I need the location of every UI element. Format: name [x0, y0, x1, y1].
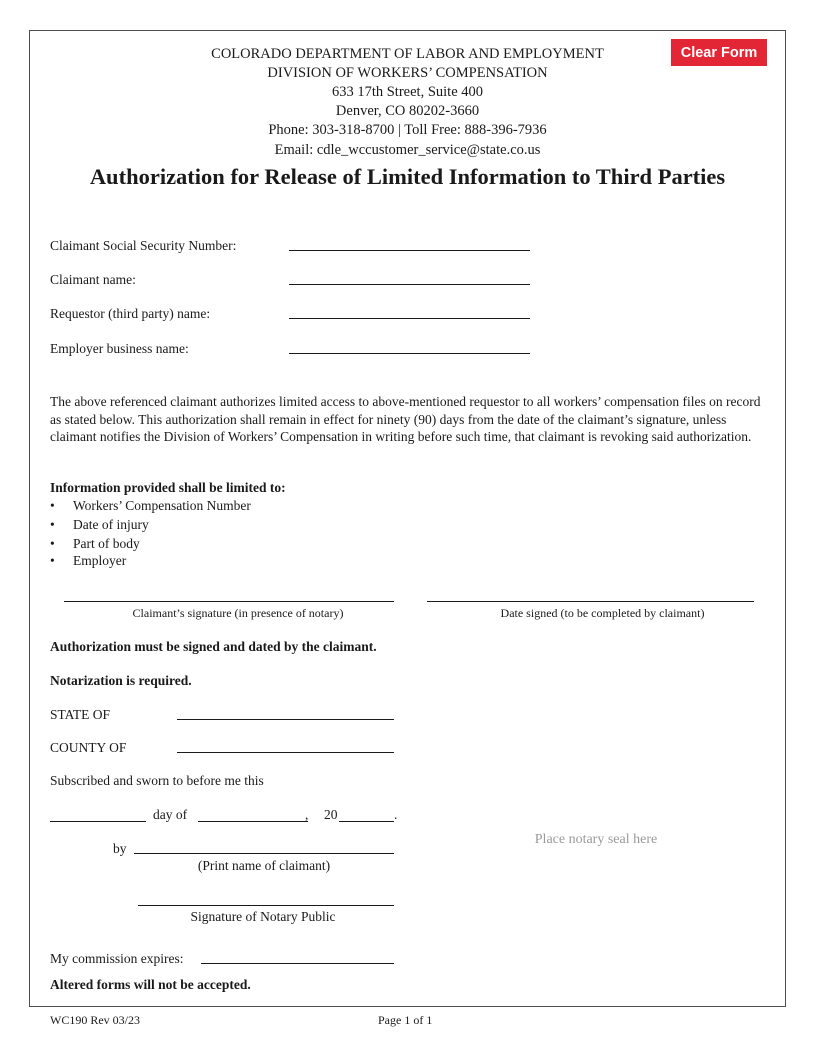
commission-expires-field[interactable] — [201, 946, 394, 964]
street-address: 633 17th Street, Suite 400 — [331, 84, 484, 100]
requestor-name-field[interactable] — [289, 301, 530, 319]
claimant-name-label: Claimant name: — [50, 272, 136, 287]
claimant-signature-field[interactable] — [64, 584, 394, 602]
form-title: Authorization for Release of Limited Information to Third Parties — [89, 164, 726, 189]
day-field[interactable] — [50, 804, 146, 822]
employer-name-label: Employer business name: — [50, 341, 189, 356]
by-label: by — [113, 841, 127, 856]
bullet-icon: • — [50, 498, 55, 513]
requestor-name-label: Requestor (third party) name: — [50, 306, 211, 321]
page-number: Page 1 of 1 — [378, 1013, 433, 1027]
print-name-field[interactable] — [134, 836, 394, 854]
agency-name: COLORADO DEPARTMENT OF LABOR AND EMPLOYMENT — [211, 46, 604, 62]
employer-name-field[interactable] — [289, 336, 530, 354]
state-label: STATE OF — [50, 707, 111, 722]
form-id: WC190 Rev 03/23 — [50, 1013, 140, 1027]
notary-signature-caption: Signature of Notary Public — [190, 909, 336, 924]
county-field[interactable] — [177, 735, 394, 753]
ssn-label: Claimant Social Security Number: — [50, 238, 237, 253]
list-item-text: Workers’ Compensation Number — [73, 498, 251, 513]
day-of-label: day of — [153, 807, 188, 822]
date-signed-caption: Date signed (to be completed by claimant) — [500, 606, 705, 620]
notary-seal-placeholder: Place notary seal here — [534, 832, 658, 847]
print-name-caption: (Print name of claimant) — [197, 858, 331, 873]
phone-line: Phone: 303-318-8700 | Toll Free: 888-396-7936 — [268, 122, 547, 138]
comma-separator: , — [305, 807, 309, 822]
notary-signature-field[interactable] — [138, 888, 394, 906]
altered-forms-notice: Altered forms will not be accepted. — [50, 977, 251, 992]
state-field[interactable] — [177, 702, 394, 720]
date-signed-field[interactable] — [427, 584, 754, 602]
authorization-paragraph: The above referenced claimant authorizes limited access to above-mentioned requestor to all workers’ compensation files on record as stated below. This authorization shall remain in effect for ninety (90) days from the date of the claimant’s signature, unless claimant notifies the Division of Workers’ Compensation in writing before such time, that claimant is revoking said authorization. — [50, 394, 761, 444]
commission-label: My commission expires: — [50, 951, 184, 966]
claimant-signature-caption: Claimant’s signature (in presence of notary) — [132, 606, 344, 620]
notarization-notice: Notarization is required. — [50, 673, 192, 688]
ssn-field[interactable] — [289, 233, 530, 251]
list-item-text: Date of injury — [73, 517, 149, 532]
city-address: Denver, CO 80202-3660 — [335, 103, 480, 119]
list-item-text: Part of body — [73, 536, 140, 551]
sworn-text: Subscribed and sworn to before me this — [50, 773, 264, 788]
bullet-icon: • — [50, 536, 55, 551]
year-field[interactable] — [339, 804, 394, 822]
year-prefix: 20 — [324, 807, 338, 822]
month-field[interactable] — [198, 804, 308, 822]
date-period: . — [394, 807, 398, 822]
claimant-name-field[interactable] — [289, 267, 530, 285]
county-label: COUNTY OF — [50, 740, 127, 755]
bullet-icon: • — [50, 553, 55, 568]
email-line: Email: cdle_wccustomer_service@state.co.us — [274, 142, 541, 158]
division-name: DIVISION OF WORKERS’ COMPENSATION — [267, 65, 548, 81]
clear-form-label: Clear Form — [680, 44, 758, 61]
limited-info-heading: Information provided shall be limited to: — [50, 480, 286, 495]
bullet-icon: • — [50, 517, 55, 532]
clear-form-button[interactable] — [671, 39, 767, 69]
list-item-text: Employer — [73, 553, 127, 568]
must-sign-notice: Authorization must be signed and dated by the claimant. — [50, 639, 377, 654]
